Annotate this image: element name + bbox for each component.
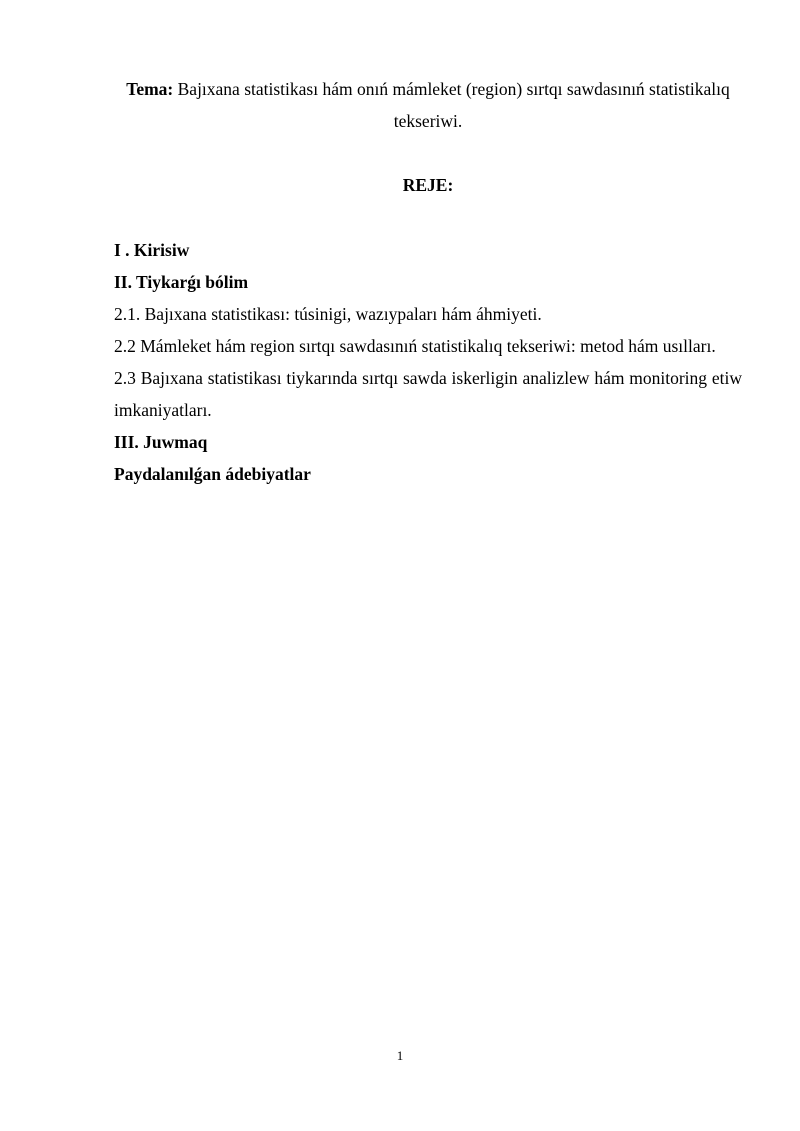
toc-item-main-part: II. Tiykarǵı bólim [114, 272, 249, 292]
toc-item-2-3: 2.3 Bajıxana statistikası tiykarında sırtqı sawda iskerligin analizlew hám monitoring etiw imkaniyatları. [114, 368, 742, 420]
toc-item-2-2: 2.2 Mámleket hám region sırtqı sawdasınıń statistikalıq tekseriwi: metod hám usılları. [114, 336, 716, 356]
toc-item-references: Paydalanılǵan ádebiyatlar [114, 464, 311, 484]
topic-text: Bajıxana statistikası hám onıń mámleket (region) sırtqı sawdasınıń statistikalıq tekseriwi. [177, 79, 730, 131]
plan-title: REJE: [402, 175, 454, 195]
toc-item-conclusion: III. Juwmaq [114, 432, 208, 452]
table-of-contents [114, 234, 742, 490]
toc-item-introduction: I . Kirisiw [114, 240, 190, 260]
page-number: 1 [396, 1048, 404, 1063]
toc-item-2-1: 2.1. Bajıxana statistikası: túsinigi, wazıypaları hám áhmiyeti. [114, 304, 542, 324]
topic-heading [114, 73, 742, 137]
topic-label: Tema: [126, 79, 174, 99]
